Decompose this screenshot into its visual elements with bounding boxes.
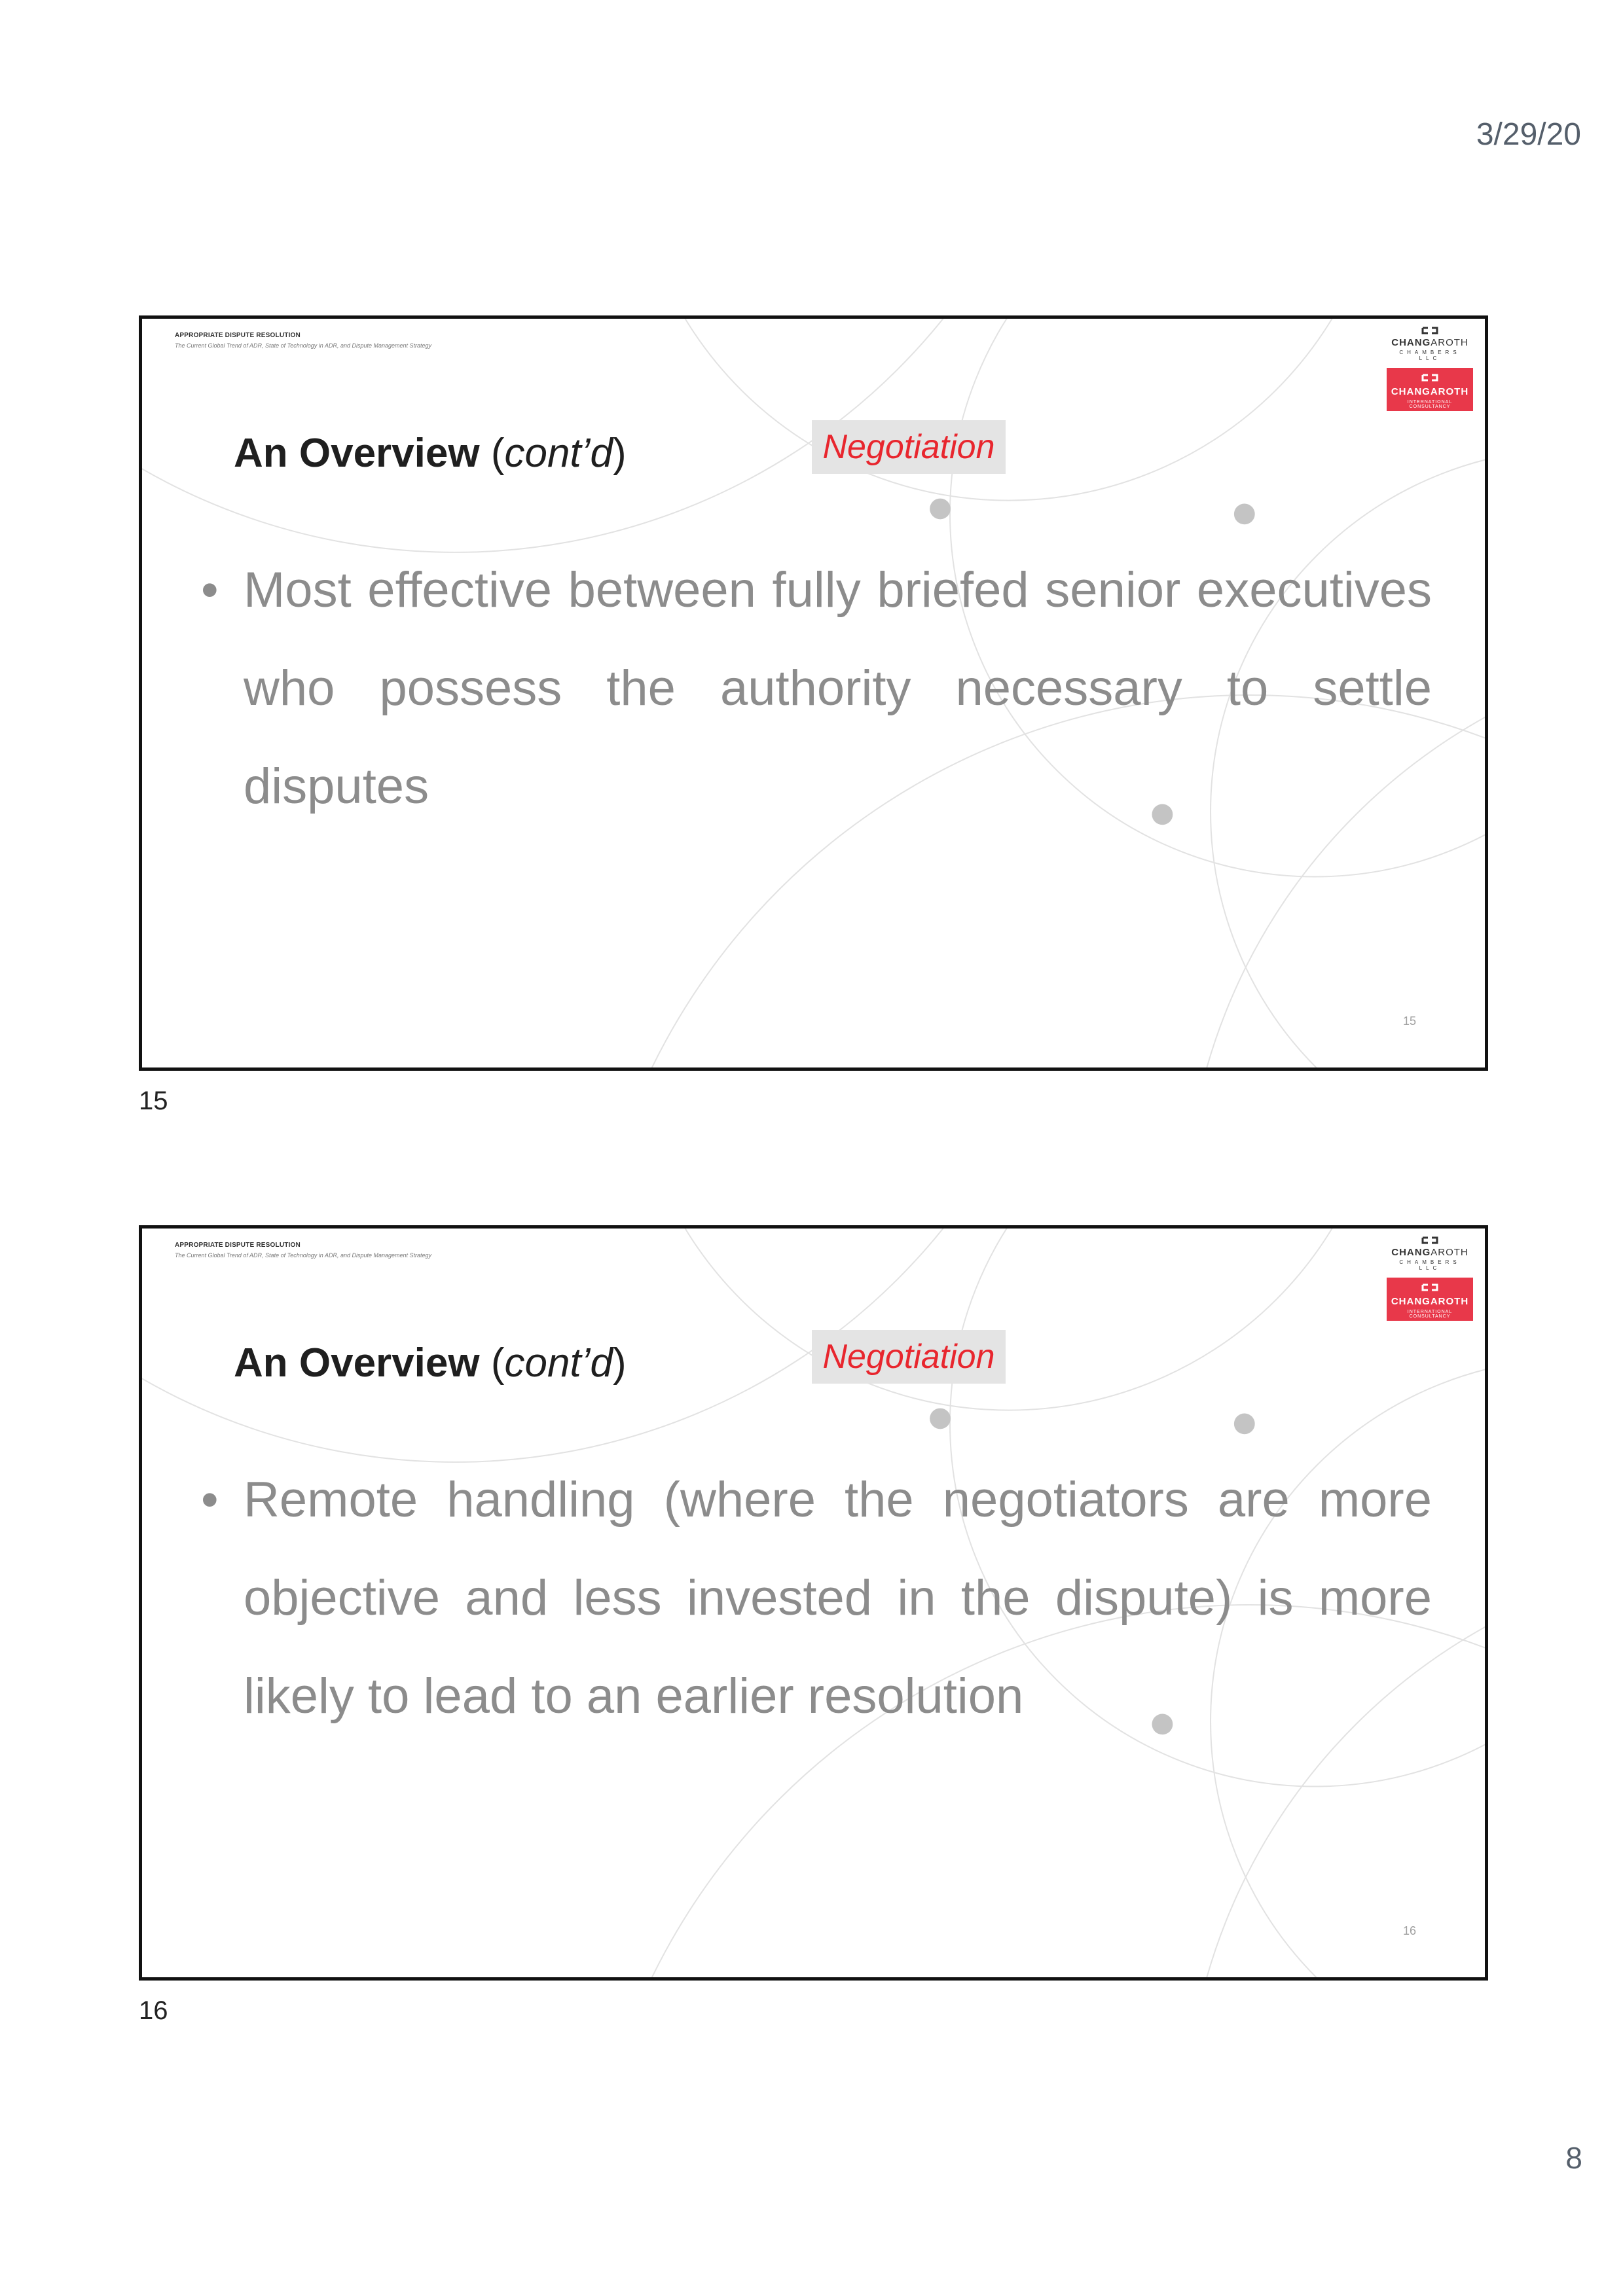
logo-line-3: CHANGAROTH — [1391, 386, 1469, 397]
changaroth-logo — [1387, 1235, 1473, 1327]
slide-corner-number: 16 — [1402, 1924, 1416, 1937]
logo-line-3: CHANGAROTH — [1391, 1296, 1469, 1307]
slide-number-label: 15 — [139, 1086, 168, 1115]
logo-line-2: CHAMBERS LLC — [1399, 1259, 1461, 1271]
page-number: 8 — [1565, 2141, 1582, 2175]
bullet-text: Most effective between fully briefed senior executives who possess the authority necessary to settle disputes — [244, 562, 1432, 814]
logo-line-1: CHANGAROTH — [1391, 337, 1468, 348]
logo-red-block — [1387, 368, 1473, 411]
logo-red-block — [1387, 1278, 1473, 1321]
logo-mark-icon — [1420, 373, 1440, 382]
decoration-dot — [930, 1408, 951, 1429]
slide-16 — [139, 1225, 1488, 1981]
logo-mark-icon — [1420, 1283, 1440, 1292]
logo-line-4: INTERNATIONAL CONSULTANCY — [1407, 1310, 1453, 1319]
decoration-dot — [930, 499, 951, 520]
header-title: APPROPRIATE DISPUTE RESOLUTION — [175, 1242, 301, 1249]
bullet-item — [201, 541, 1432, 836]
logo-line-2: CHAMBERS LLC — [1399, 350, 1461, 361]
topic-tag: Negotiation — [812, 420, 1006, 474]
header-subtitle: The Current Global Trend of ADR, State of Technology in ADR, and Dispute Management Strategy — [175, 342, 432, 349]
topic-tag: Negotiation — [812, 1330, 1006, 1384]
slide-15 — [139, 315, 1488, 1071]
changaroth-logo — [1387, 325, 1473, 417]
slide-title: An Overview (cont’d) — [234, 1340, 627, 1386]
header-title: APPROPRIATE DISPUTE RESOLUTION — [175, 332, 301, 339]
logo-line-1: CHANGAROTH — [1391, 1247, 1468, 1258]
slide-corner-number: 15 — [1402, 1014, 1416, 1028]
bullet-marker: • — [201, 562, 219, 618]
bullet-text: Remote handling (where the negotiators are more objective and less invested in the dispute) is more likely to lead to an earlier resolution — [244, 1472, 1432, 1724]
bullet-item — [201, 1451, 1432, 1746]
slide-number-label: 16 — [139, 1996, 168, 2025]
decoration-dot — [1234, 504, 1255, 525]
slide-title: An Overview (cont’d) — [234, 431, 627, 476]
decoration-dot — [1234, 1414, 1255, 1435]
page-date: 3/29/20 — [1476, 117, 1581, 152]
logo-mark-icon — [1420, 1235, 1440, 1246]
header-subtitle: The Current Global Trend of ADR, State of Technology in ADR, and Dispute Management Strategy — [175, 1252, 432, 1259]
bullet-marker: • — [201, 1472, 219, 1528]
logo-mark-icon — [1420, 325, 1440, 336]
logo-line-4: INTERNATIONAL CONSULTANCY — [1407, 400, 1453, 409]
